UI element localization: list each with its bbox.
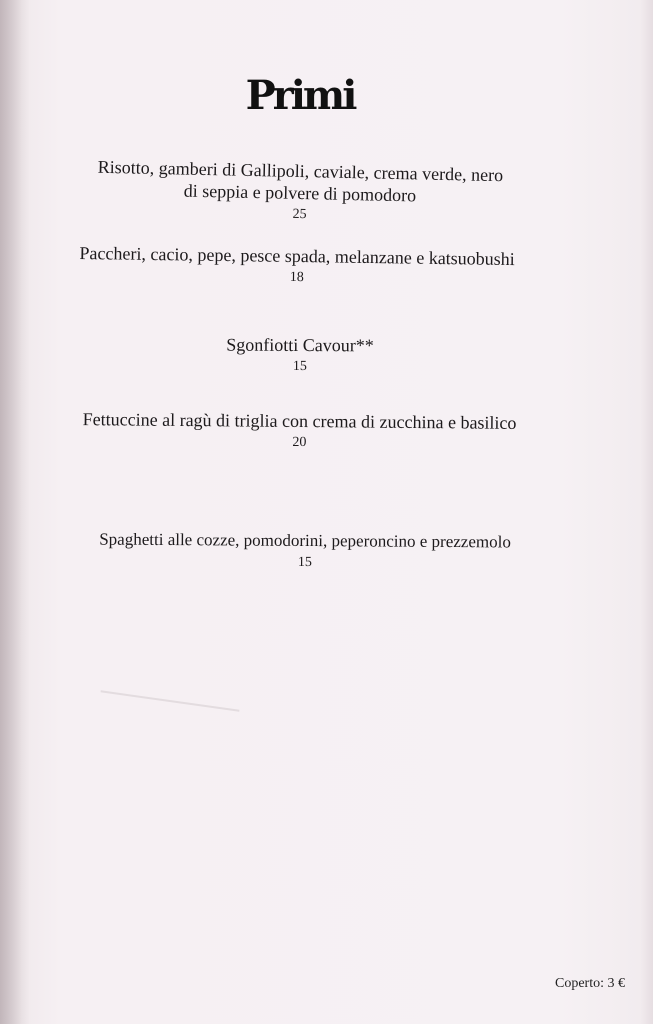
paper-crease <box>101 690 240 711</box>
dish-name: Paccheri, cacio, pepe, pesce spada, melanzane e katsuobushi <box>79 242 515 270</box>
dish-price: 25 <box>292 206 307 223</box>
dish-price: 20 <box>292 434 307 451</box>
section-title: Primi <box>245 72 355 119</box>
dish-name: Risotto, gamberi di Gallipoli, caviale, crema verde, nero di seppia e polvere di pomodoro <box>97 156 504 206</box>
dish-name: Sgonfiotti Cavour** <box>226 334 374 356</box>
menu-item <box>52 408 547 454</box>
dish-name: Spaghetti alle cozze, pomodorini, peperoncino e prezzemolo <box>99 529 511 552</box>
dish-price: 18 <box>289 269 304 286</box>
dish-price: 15 <box>292 358 307 375</box>
dish-price: 15 <box>297 554 312 571</box>
menu-item <box>89 156 510 229</box>
dish-name: Fettuccine al ragù di triglia con crema di zucchina e basilico <box>82 409 517 433</box>
cover-charge: Coperto: 3 € <box>555 976 625 991</box>
page-edge-shadow <box>0 0 30 1024</box>
menu-item <box>60 528 550 573</box>
menu-item <box>72 242 523 290</box>
menu-item <box>160 333 440 376</box>
